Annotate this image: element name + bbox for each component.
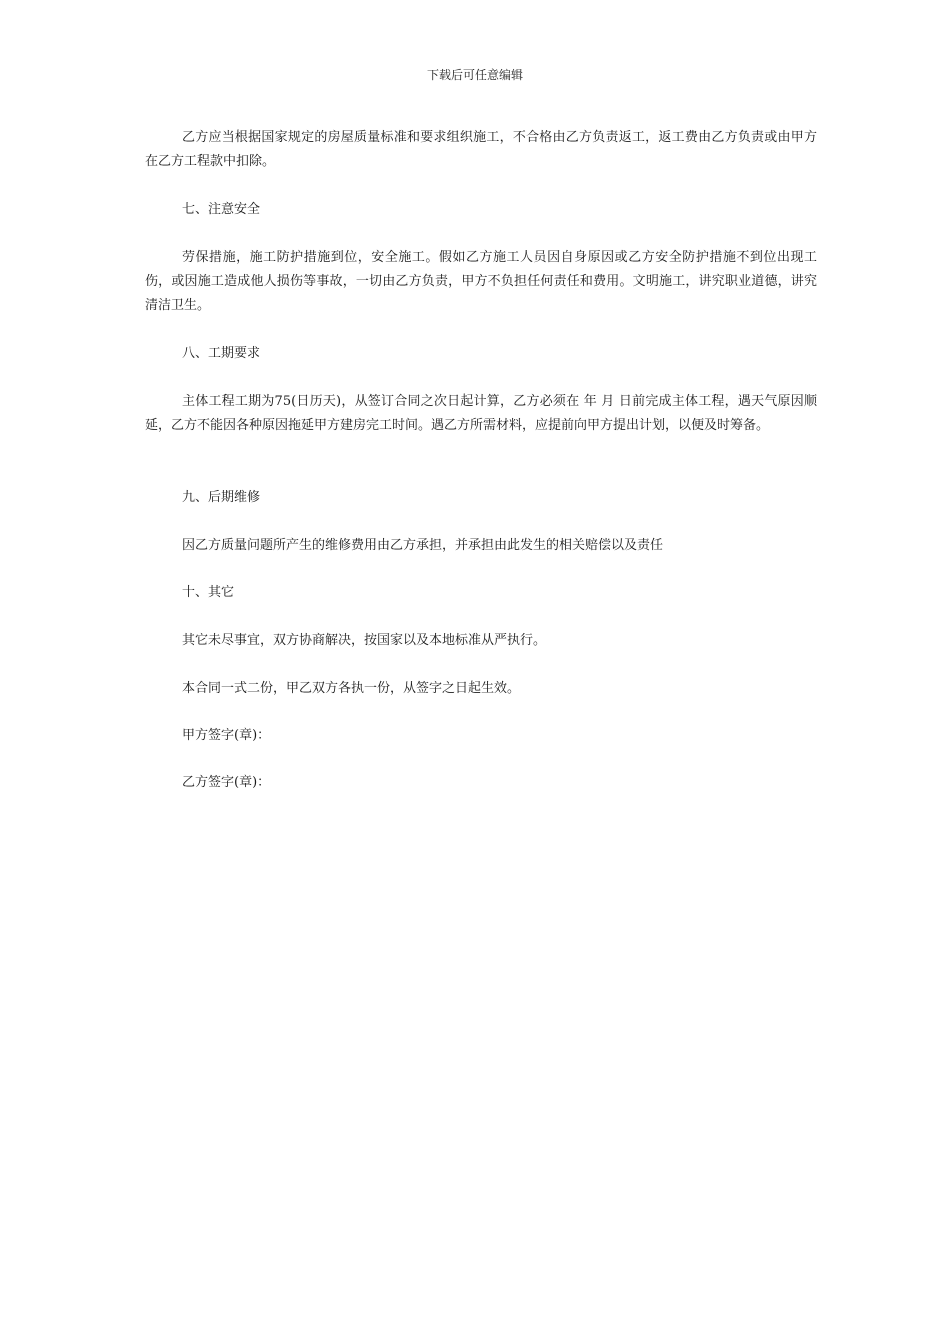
section-heading-other: 十、其它 bbox=[182, 585, 235, 600]
section-heading-schedule: 八、工期要求 bbox=[182, 346, 261, 361]
paragraph-maintenance: 因乙方质量问题所产生的维修费用由乙方承担，并承担由此发生的相关赔偿以及责任 bbox=[182, 538, 664, 553]
signature-party-a: 甲方签字(章)： bbox=[182, 728, 271, 743]
paragraph-safety: 劳保措施，施工防护措施到位，安全施工。假如乙方施工人员因自身原因或乙方安全防护措施不到位出现工伤，或因施工造成他人损伤等事故，一切由乙方负责，甲方不负担任何责任和费用。文明施工，讲究职业道德，讲究清洁卫生。 bbox=[145, 250, 817, 313]
paragraph-contract-copies: 本合同一式二份，甲乙双方各执一份，从签字之日起生效。 bbox=[182, 681, 521, 696]
section-heading-maintenance: 九、后期维修 bbox=[182, 490, 261, 505]
paragraph-quality-standard: 乙方应当根据国家规定的房屋质量标准和要求组织施工，不合格由乙方负责返工，返工费由乙方负责或由甲方在乙方工程款中扣除。 bbox=[145, 130, 817, 169]
paragraph-other-matters: 其它未尽事宜，双方协商解决，按国家以及本地标准从严执行。 bbox=[182, 633, 547, 648]
paragraph-schedule: 主体工程工期为75(日历天)，从签订合同之次日起计算，乙方必须在 年 月 日前完成主体工程，遇天气原因顺延，乙方不能因各种原因拖延甲方建房完工时间。遇乙方所需材料，应提前向甲方提出计划，以便及时筹备。 bbox=[145, 394, 817, 433]
section-heading-safety: 七、注意安全 bbox=[182, 202, 261, 217]
signature-party-b: 乙方签字(章)： bbox=[182, 775, 271, 790]
page-header: 下载后可任意编辑 bbox=[426, 68, 523, 82]
